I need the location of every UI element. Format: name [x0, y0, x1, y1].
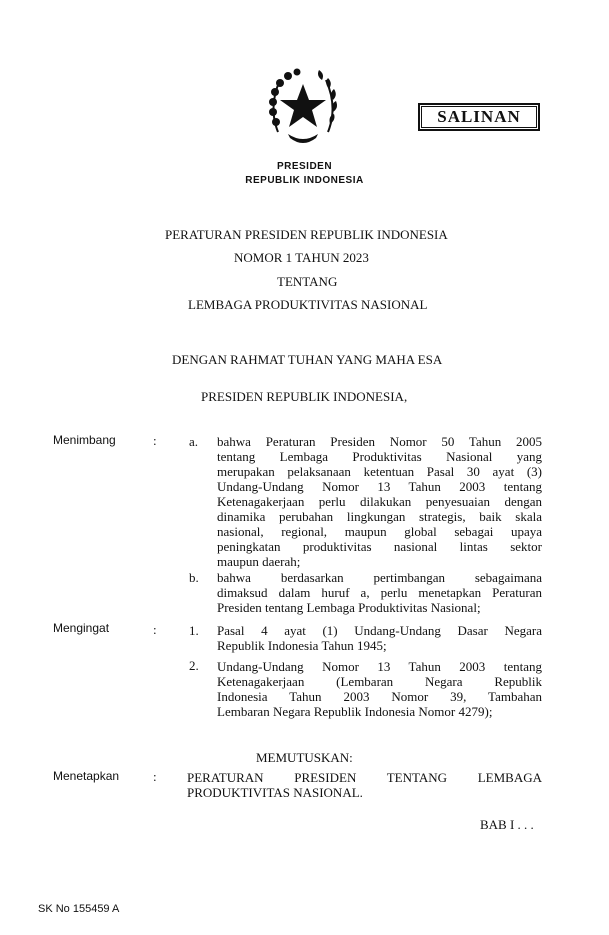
regulation-title: PERATURAN PRESIDEN REPUBLIK INDONESIA: [165, 227, 448, 242]
menimbang-a-line-7: nasional, regional, maupun global sebagai upaya: [217, 524, 542, 539]
mengingat-colon: :: [153, 622, 157, 637]
document-serial-number: SK No 155459 A: [38, 903, 120, 915]
regulation-tentang: TENTANG: [277, 274, 338, 289]
menimbang-a-line-6: dinamika perubahan lingkungan strategis, baik skala: [217, 509, 542, 524]
menimbang-colon: :: [153, 433, 157, 448]
menetapkan-line-1: PERATURAN PRESIDEN TENTANG LEMBAGA: [187, 770, 542, 785]
menimbang-a-line-3: merupakan pelaksanaan ketentuan Pasal 30 ayat (3): [217, 464, 542, 479]
menimbang-a-line-5: Ketenagakerjaan perlu dilakukan penyesuaian dengan: [217, 494, 542, 509]
mengingat-1-line-2: Republik Indonesia Tahun 1945;: [217, 638, 387, 653]
salinan-stamp-text: SALINAN: [421, 106, 537, 128]
menetapkan-colon: :: [153, 769, 157, 784]
menetapkan-line-2: PRODUKTIVITAS NASIONAL.: [187, 785, 363, 800]
regulation-number: NOMOR 1 TAHUN 2023: [234, 250, 369, 265]
menetapkan-label: Menetapkan: [53, 769, 120, 783]
menimbang-label: Menimbang: [53, 433, 116, 447]
menimbang-a-line-9: maupun daerah;: [217, 554, 301, 569]
menimbang-a-line-4: Undang-Undang Nomor 13 Tahun 2003 tentang: [217, 479, 542, 494]
office-line-republik: REPUBLIK INDONESIA: [245, 175, 364, 186]
office-line-presiden: PRESIDEN: [276, 161, 333, 172]
mengingat-2-line-4: Lembaran Negara Republik Indonesia Nomor 4279);: [217, 704, 493, 719]
mengingat-item-1: [217, 623, 542, 653]
regulation-subject: LEMBAGA PRODUKTIVITAS NASIONAL: [188, 297, 428, 312]
mengingat-item-2: [217, 659, 542, 719]
presidential-emblem: [258, 62, 348, 152]
mengingat-2-line-1: Undang-Undang Nomor 13 Tahun 2003 tentang: [217, 659, 542, 674]
menimbang-a-line-1: bahwa Peraturan Presiden Nomor 50 Tahun 2005: [217, 434, 542, 449]
mengingat-item-1-num: 1.: [189, 623, 199, 638]
menimbang-b-line-1: bahwa berdasarkan pertimbangan sebagaimana: [217, 570, 542, 585]
menimbang-a-line-2: tentang Lembaga Produktivitas Nasional yang: [217, 449, 542, 464]
preamble-president: PRESIDEN REPUBLIK INDONESIA,: [201, 389, 408, 404]
menetapkan-text: [187, 770, 542, 800]
menimbang-item-b-num: b.: [189, 570, 199, 585]
mengingat-2-line-2: Ketenagakerjaan (Lembaran Negara Republik: [217, 674, 542, 689]
page-continuation: BAB I . . .: [480, 817, 534, 832]
mengingat-2-line-3: Indonesia Tahun 2003 Nomor 39, Tambahan: [217, 689, 542, 704]
menimbang-a-line-8: peningkatan produktivitas nasional lintas sektor: [217, 539, 542, 554]
menimbang-item-a: [217, 434, 542, 569]
menimbang-item-a-num: a.: [189, 434, 199, 449]
menimbang-item-b: [217, 570, 542, 615]
mengingat-1-line-1: Pasal 4 ayat (1) Undang-Undang Dasar Negara: [217, 623, 542, 638]
preamble-grace: DENGAN RAHMAT TUHAN YANG MAHA ESA: [172, 352, 443, 367]
menimbang-b-line-3: Presiden tentang Lembaga Produktivitas Nasional;: [217, 600, 481, 615]
memutuskan-heading: MEMUTUSKAN:: [256, 750, 353, 765]
mengingat-item-2-num: 2.: [189, 658, 199, 673]
menimbang-b-line-2: dimaksud dalam huruf a, perlu menetapkan Peraturan: [217, 585, 542, 600]
mengingat-label: Mengingat: [53, 621, 110, 635]
salinan-stamp: [418, 103, 540, 131]
